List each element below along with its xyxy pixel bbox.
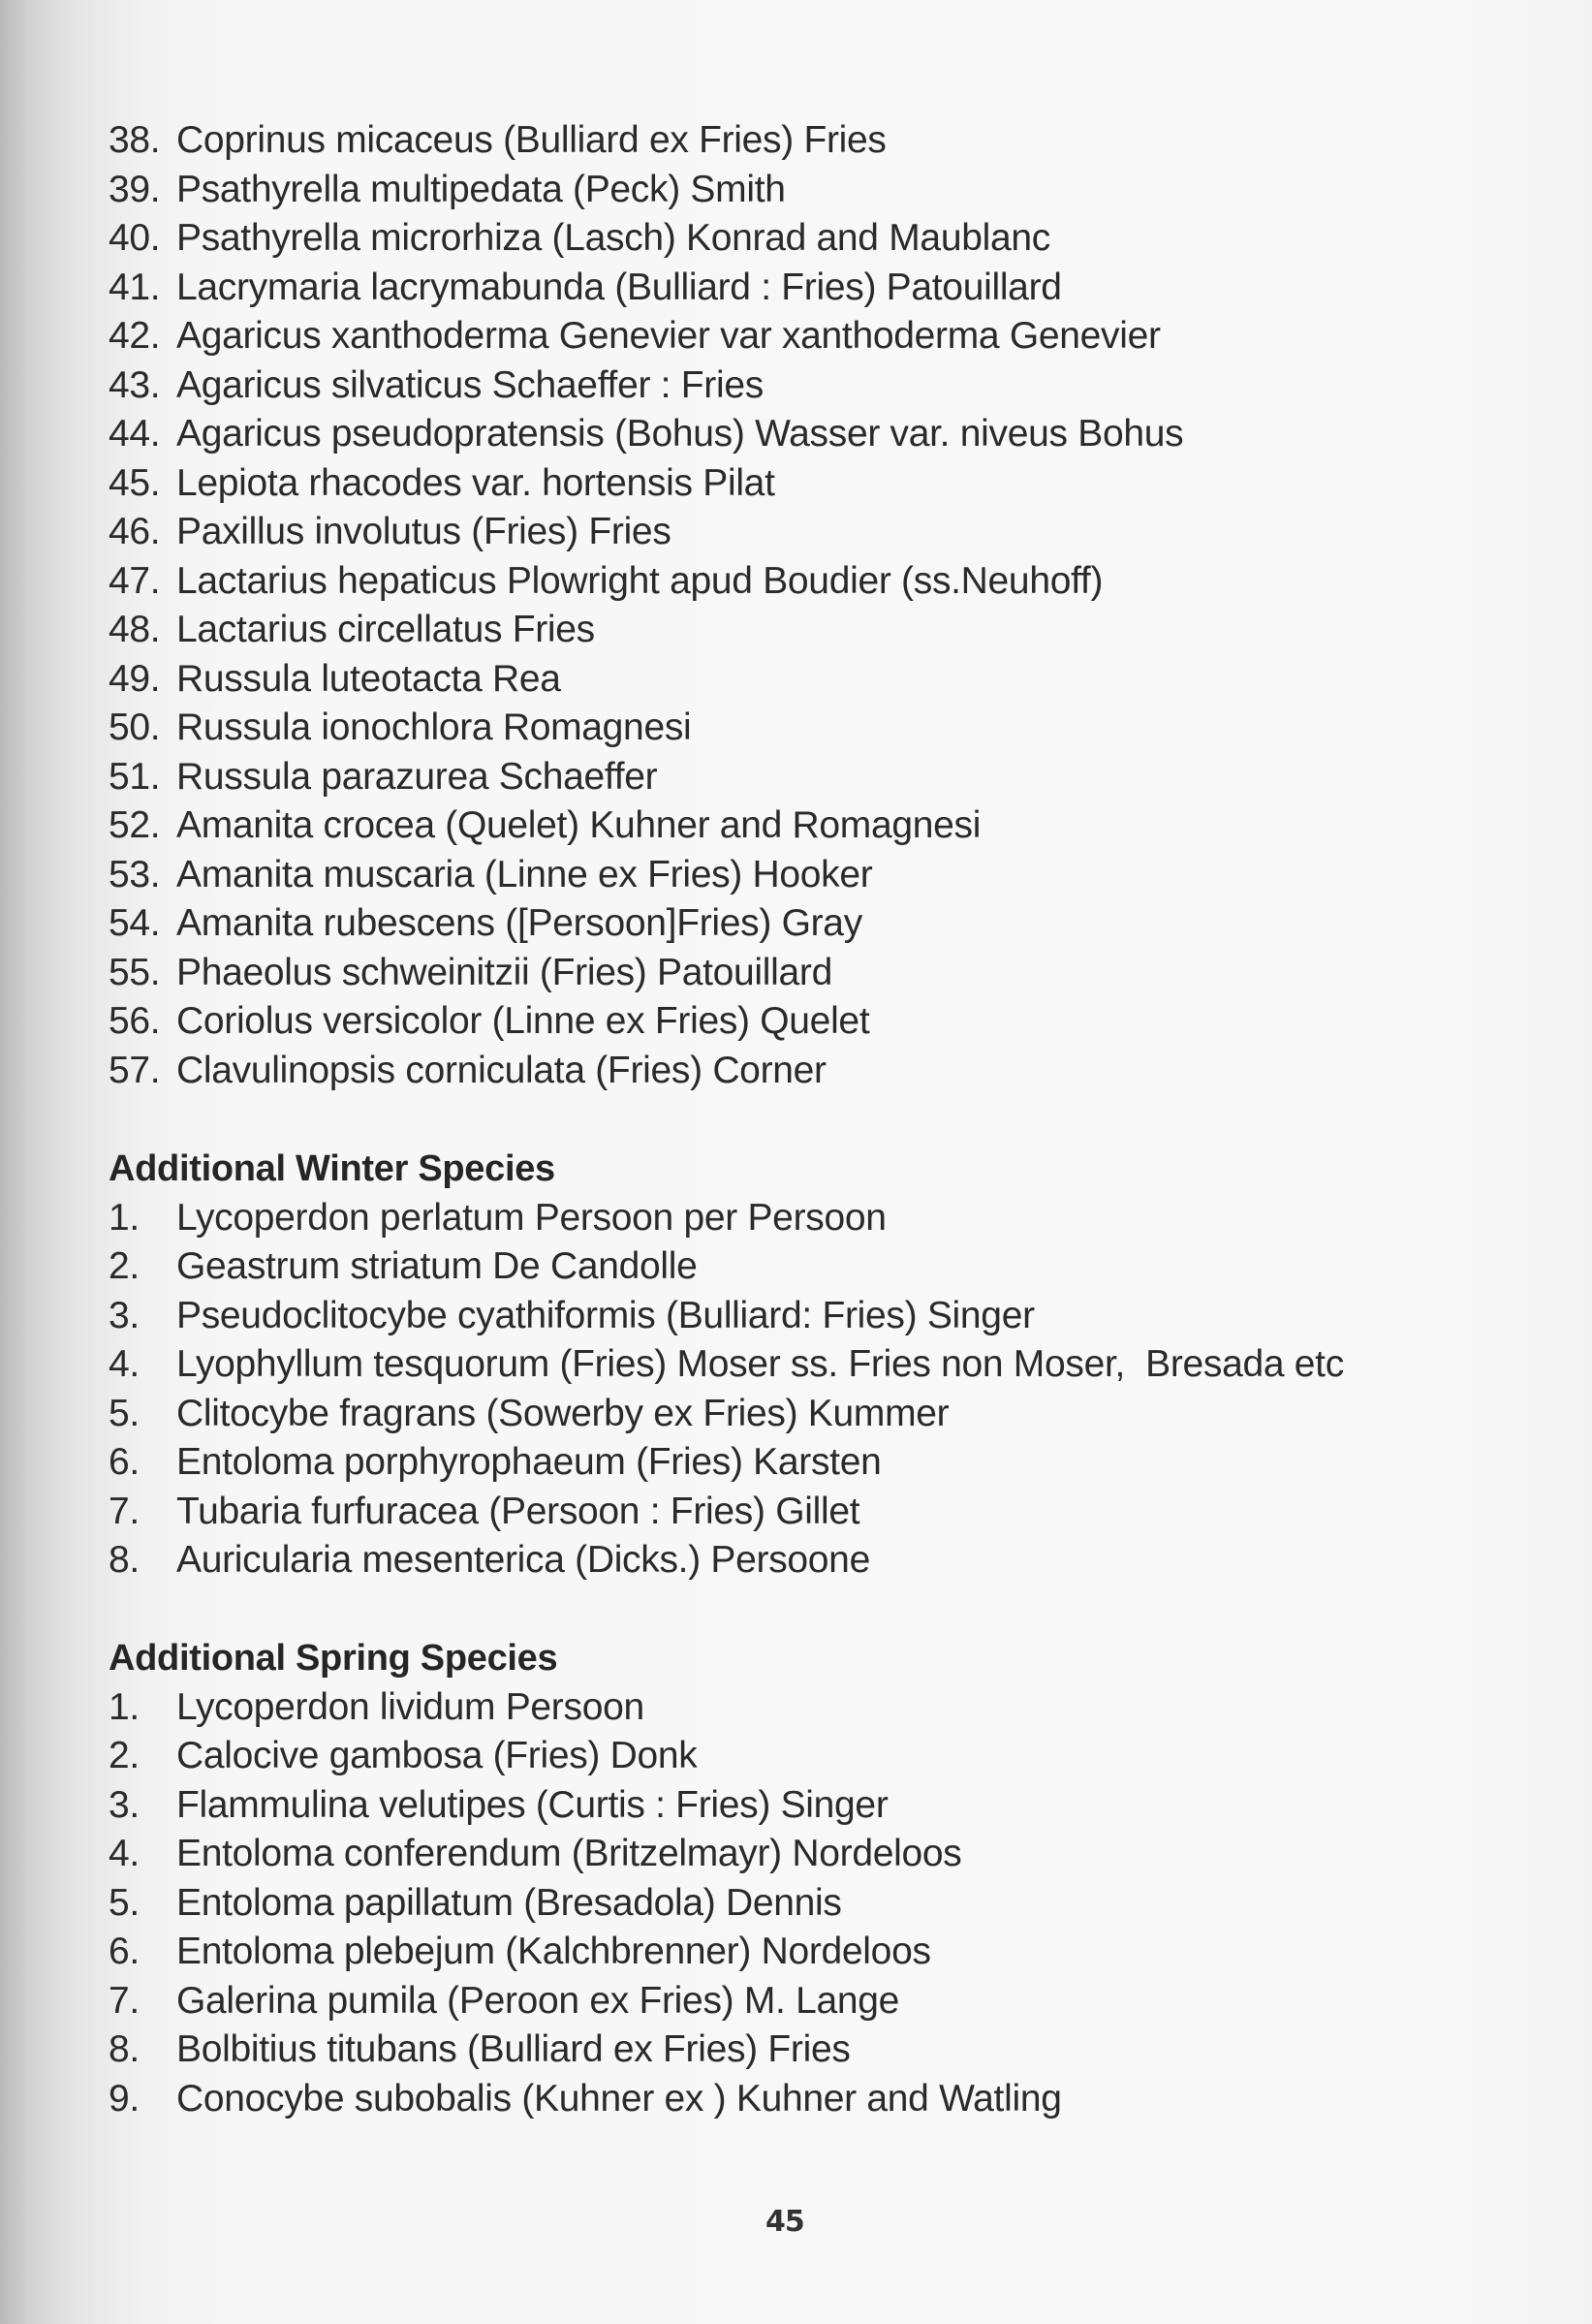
species-name: Lactarius circellatus Fries bbox=[176, 609, 595, 650]
list-item bbox=[109, 1194, 887, 1242]
item-number: 2. bbox=[109, 1735, 140, 1776]
list-item bbox=[109, 1879, 842, 1928]
list-item bbox=[109, 2075, 1062, 2123]
item-number: 3. bbox=[109, 1784, 140, 1826]
species-name: Psathyrella microrhiza (Lasch) Konrad and Maublanc bbox=[176, 217, 1050, 259]
species-name: Entoloma plebejum (Kalchbrenner) Nordeloos bbox=[176, 1931, 931, 1972]
list-item bbox=[109, 704, 691, 752]
list-item bbox=[109, 312, 1161, 361]
item-number: 5. bbox=[109, 1393, 140, 1434]
list-item bbox=[109, 1928, 931, 1976]
species-name: Coprinus micaceus (Bulliard ex Fries) Fries bbox=[176, 119, 887, 161]
list-item bbox=[109, 997, 869, 1046]
list-item bbox=[109, 801, 981, 850]
list-item bbox=[109, 1781, 889, 1830]
item-number: 1. bbox=[109, 1686, 140, 1728]
list-item bbox=[109, 753, 657, 801]
species-name: Phaeolus schweinitzii (Fries) Patouillard bbox=[176, 952, 832, 993]
item-number: 8. bbox=[109, 1539, 140, 1581]
list-item bbox=[109, 166, 786, 214]
list-item bbox=[109, 1683, 644, 1732]
item-number: 54. bbox=[109, 902, 161, 944]
list-item bbox=[109, 606, 595, 654]
item-number: 55. bbox=[109, 952, 161, 993]
species-name: Calocive gambosa (Fries) Donk bbox=[176, 1735, 698, 1776]
species-name: Lacrymaria lacrymabunda (Bulliard : Fries) Patouillard bbox=[176, 267, 1062, 308]
species-name: Lycoperdon perlatum Persoon per Persoon bbox=[176, 1197, 887, 1239]
item-number: 44. bbox=[109, 413, 161, 455]
species-name: Clavulinopsis corniculata (Fries) Corner bbox=[176, 1050, 827, 1091]
species-name: Entoloma papillatum (Bresadola) Dennis bbox=[176, 1882, 842, 1924]
species-name: Lycoperdon lividum Persoon bbox=[176, 1686, 644, 1728]
item-number: 51. bbox=[109, 756, 161, 798]
species-name: Paxillus involutus (Fries) Fries bbox=[176, 511, 671, 552]
item-number: 50. bbox=[109, 707, 161, 748]
list-item bbox=[109, 1488, 859, 1536]
item-number: 41. bbox=[109, 267, 161, 308]
species-name: Bolbitius titubans (Bulliard ex Fries) Fries bbox=[176, 2028, 851, 2070]
item-number: 3. bbox=[109, 1295, 140, 1336]
list-item bbox=[109, 214, 1050, 263]
item-number: 46. bbox=[109, 511, 161, 552]
item-number: 42. bbox=[109, 315, 161, 357]
list-item bbox=[109, 1977, 899, 2026]
item-number: 57. bbox=[109, 1050, 161, 1091]
list-item bbox=[109, 949, 832, 997]
list-item bbox=[109, 1340, 1344, 1389]
species-name: Agaricus pseudopratensis (Bohus) Wasser var. niveus Bohus bbox=[176, 413, 1184, 455]
species-name: Conocybe subobalis (Kuhner ex ) Kuhner and Watling bbox=[176, 2078, 1062, 2120]
item-number: 52. bbox=[109, 804, 161, 846]
list-item bbox=[109, 1292, 1035, 1340]
species-name: Russula luteotacta Rea bbox=[176, 658, 561, 700]
species-name: Agaricus xanthoderma Genevier var xanthoderma Genevier bbox=[176, 315, 1161, 357]
list-item bbox=[109, 1242, 698, 1291]
item-number: 9. bbox=[109, 2078, 140, 2120]
list-item bbox=[109, 410, 1183, 458]
item-number: 49. bbox=[109, 658, 161, 700]
list-item bbox=[109, 264, 1062, 312]
species-name: Agaricus silvaticus Schaeffer : Fries bbox=[176, 364, 764, 406]
list-item bbox=[109, 1047, 827, 1095]
item-number: 7. bbox=[109, 1491, 140, 1532]
item-number: 40. bbox=[109, 217, 161, 259]
item-number: 47. bbox=[109, 560, 161, 602]
section-heading-spring: Additional Spring Species bbox=[109, 1638, 558, 1679]
species-name: Psathyrella multipedata (Peck) Smith bbox=[176, 169, 786, 210]
species-name: Lyophyllum tesquorum (Fries) Moser ss. Fries non Moser, Bresada etc bbox=[176, 1343, 1344, 1385]
species-name: Entoloma conferendum (Britzelmayr) Nordeloos bbox=[176, 1833, 962, 1874]
item-number: 39. bbox=[109, 169, 161, 210]
item-number: 45. bbox=[109, 462, 161, 504]
item-number: 7. bbox=[109, 1980, 140, 2022]
species-name: Tubaria furfuracea (Persoon : Fries) Gillet bbox=[176, 1491, 860, 1532]
item-number: 56. bbox=[109, 1000, 161, 1042]
item-number: 38. bbox=[109, 119, 161, 161]
species-name: Flammulina velutipes (Curtis : Fries) Singer bbox=[176, 1784, 889, 1826]
list-item bbox=[109, 459, 775, 508]
list-item bbox=[109, 508, 671, 556]
item-number: 6. bbox=[109, 1441, 140, 1483]
section-heading-winter: Additional Winter Species bbox=[109, 1148, 555, 1189]
species-name: Amanita muscaria (Linne ex Fries) Hooker bbox=[176, 854, 873, 895]
list-item bbox=[109, 851, 872, 899]
species-name: Galerina pumila (Peroon ex Fries) M. Lange bbox=[176, 1980, 900, 2022]
species-name: Russula parazurea Schaeffer bbox=[176, 756, 658, 798]
species-name: Clitocybe fragrans (Sowerby ex Fries) Kummer bbox=[176, 1393, 950, 1434]
species-name: Lepiota rhacodes var. hortensis Pilat bbox=[176, 462, 775, 504]
item-number: 43. bbox=[109, 364, 161, 406]
item-number: 53. bbox=[109, 854, 161, 895]
list-item bbox=[109, 116, 887, 165]
item-number: 4. bbox=[109, 1343, 140, 1385]
item-number: 1. bbox=[109, 1197, 140, 1239]
list-item bbox=[109, 655, 561, 704]
item-number: 5. bbox=[109, 1882, 140, 1924]
species-name: Lactarius hepaticus Plowright apud Boudier (ss.Neuhoff) bbox=[176, 560, 1104, 602]
item-number: 48. bbox=[109, 609, 161, 650]
species-name: Geastrum striatum De Candolle bbox=[176, 1245, 698, 1287]
page-number: 45 bbox=[765, 2205, 804, 2239]
list-item bbox=[109, 2026, 851, 2074]
list-item bbox=[109, 1732, 698, 1780]
species-name: Amanita rubescens ([Persoon]Fries) Gray bbox=[176, 902, 862, 944]
species-name: Coriolus versicolor (Linne ex Fries) Quelet bbox=[176, 1000, 870, 1042]
species-name: Russula ionochlora Romagnesi bbox=[176, 707, 692, 748]
list-item bbox=[109, 557, 1103, 606]
species-name: Entoloma porphyrophaeum (Fries) Karsten bbox=[176, 1441, 882, 1483]
list-item bbox=[109, 899, 862, 948]
list-item bbox=[109, 1830, 961, 1878]
item-number: 2. bbox=[109, 1245, 140, 1287]
species-name: Amanita crocea (Quelet) Kuhner and Romagnesi bbox=[176, 804, 982, 846]
species-name: Pseudoclitocybe cyathiformis (Bulliard: Fries) Singer bbox=[176, 1295, 1035, 1336]
list-item bbox=[109, 1438, 881, 1487]
list-item bbox=[109, 1390, 949, 1438]
item-number: 6. bbox=[109, 1931, 140, 1972]
list-item bbox=[109, 1536, 870, 1585]
list-item bbox=[109, 361, 764, 410]
species-name: Auricularia mesenterica (Dicks.) Persoone bbox=[176, 1539, 870, 1581]
item-number: 8. bbox=[109, 2028, 140, 2070]
item-number: 4. bbox=[109, 1833, 140, 1874]
